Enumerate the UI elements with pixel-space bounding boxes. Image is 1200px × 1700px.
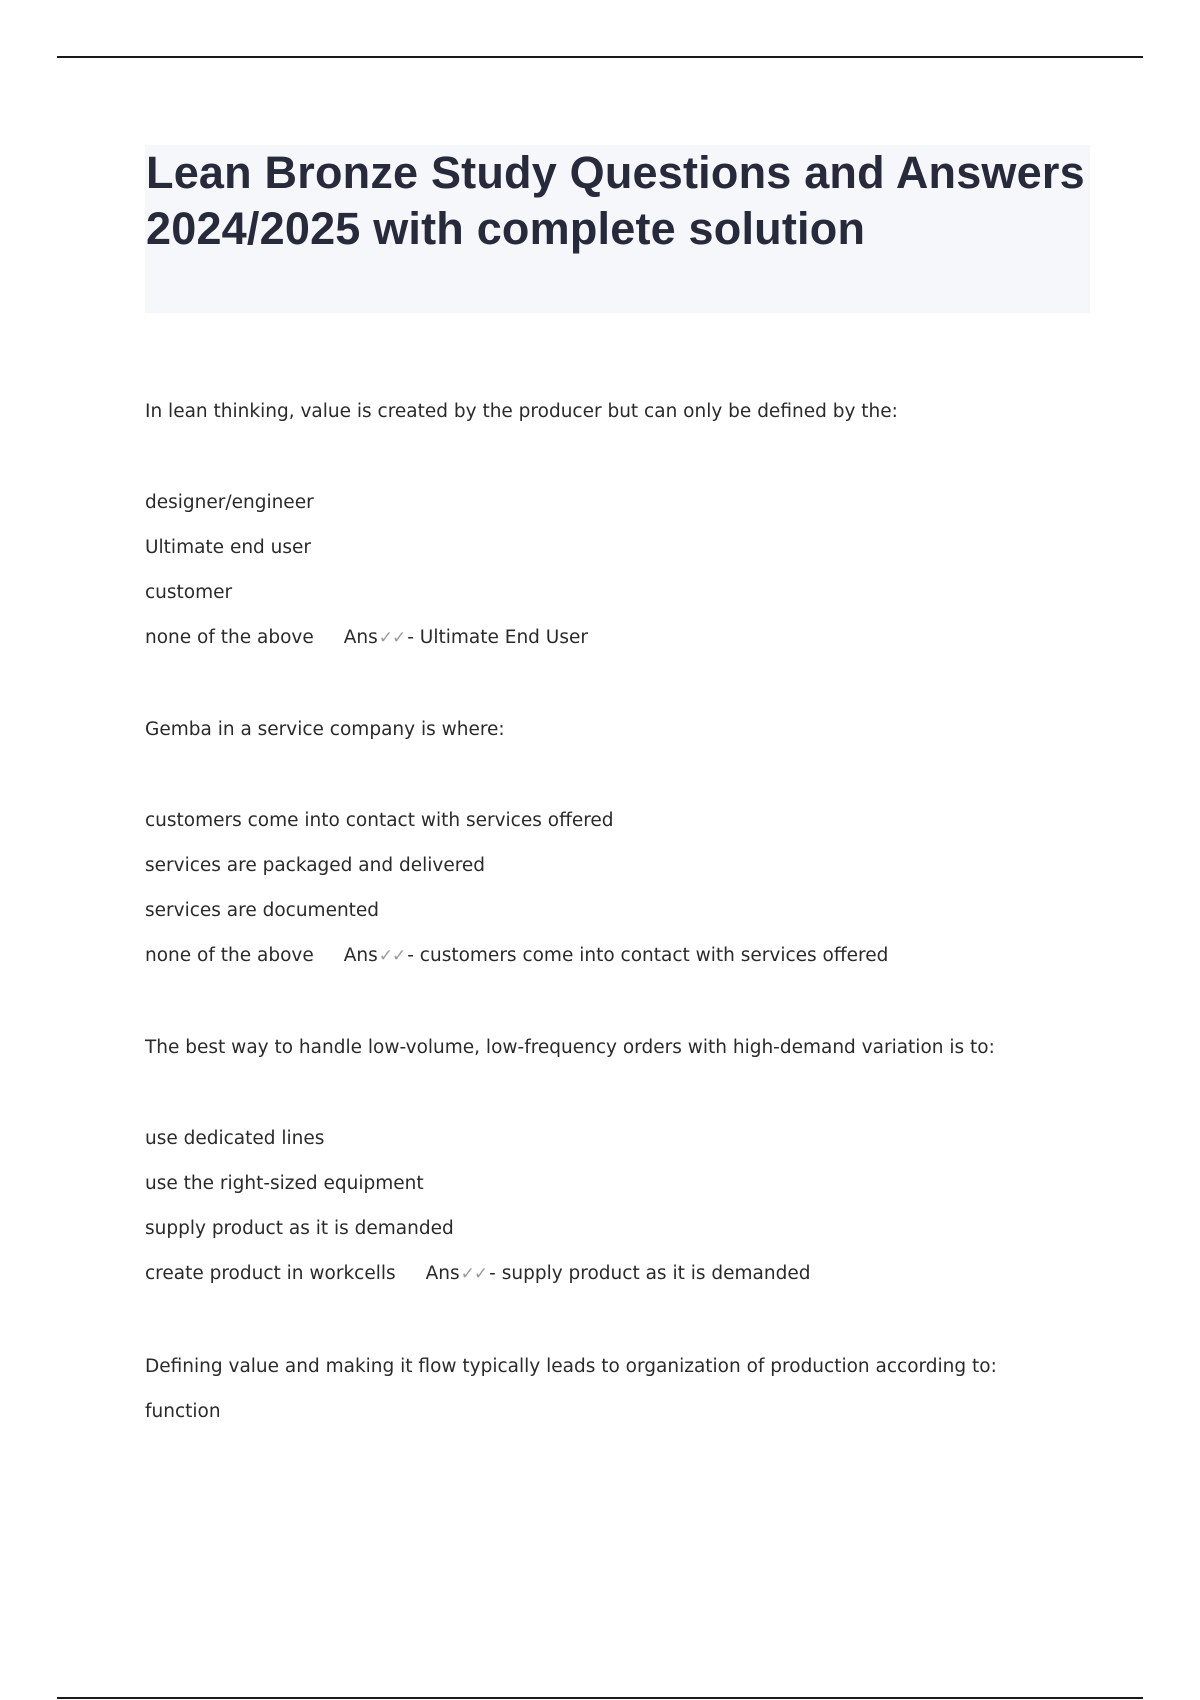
answer-option: services are documented (145, 900, 380, 921)
question-prompt: Defining value and making it flow typically leads to organization of production according to: (145, 1356, 997, 1377)
answer-option: supply product as it is demanded (145, 1218, 454, 1239)
top-rule (57, 56, 1143, 58)
document-title: Lean Bronze Study Questions and Answers 2024/2025 with complete solution (146, 147, 1085, 254)
answer-option: designer/engineer (145, 492, 314, 513)
answer-option: none of the above (145, 945, 314, 966)
double-check-icon: ✓✓ (460, 1264, 488, 1284)
answer-prefix: Ans (343, 945, 378, 966)
question-prompt: Gemba in a service company is where: (145, 719, 505, 740)
answer-option: Ultimate end user (145, 537, 312, 558)
answer-option-line (145, 1262, 810, 1286)
answer-option: use the right-sized equipment (145, 1173, 424, 1194)
double-check-icon: ✓✓ (378, 946, 406, 966)
answer-option: none of the above (145, 627, 314, 648)
question-prompt: In lean thinking, value is created by the producer but can only be defined by the: (145, 401, 898, 422)
question-prompt: The best way to handle low-volume, low-frequency orders with high-demand variation is to: (145, 1037, 995, 1058)
answer-option: use dedicated lines (145, 1128, 325, 1149)
title-block (145, 145, 1090, 313)
answer-option-line (145, 626, 588, 650)
answer-option-line (145, 944, 888, 968)
correct-answer: - supply product as it is demanded (489, 1263, 811, 1284)
double-check-icon: ✓✓ (378, 628, 406, 648)
answer-option: function (145, 1401, 221, 1422)
answer-option: services are packaged and delivered (145, 855, 486, 876)
bottom-rule (57, 1697, 1143, 1699)
answer-option: create product in workcells (145, 1263, 396, 1284)
answer-prefix: Ans (425, 1263, 460, 1284)
answer-option: customers come into contact with services offered (145, 810, 614, 831)
answer-prefix: Ans (343, 627, 378, 648)
correct-answer: - Ultimate End User (407, 627, 588, 648)
correct-answer: - customers come into contact with services offered (407, 945, 889, 966)
answer-option: customer (145, 582, 233, 603)
